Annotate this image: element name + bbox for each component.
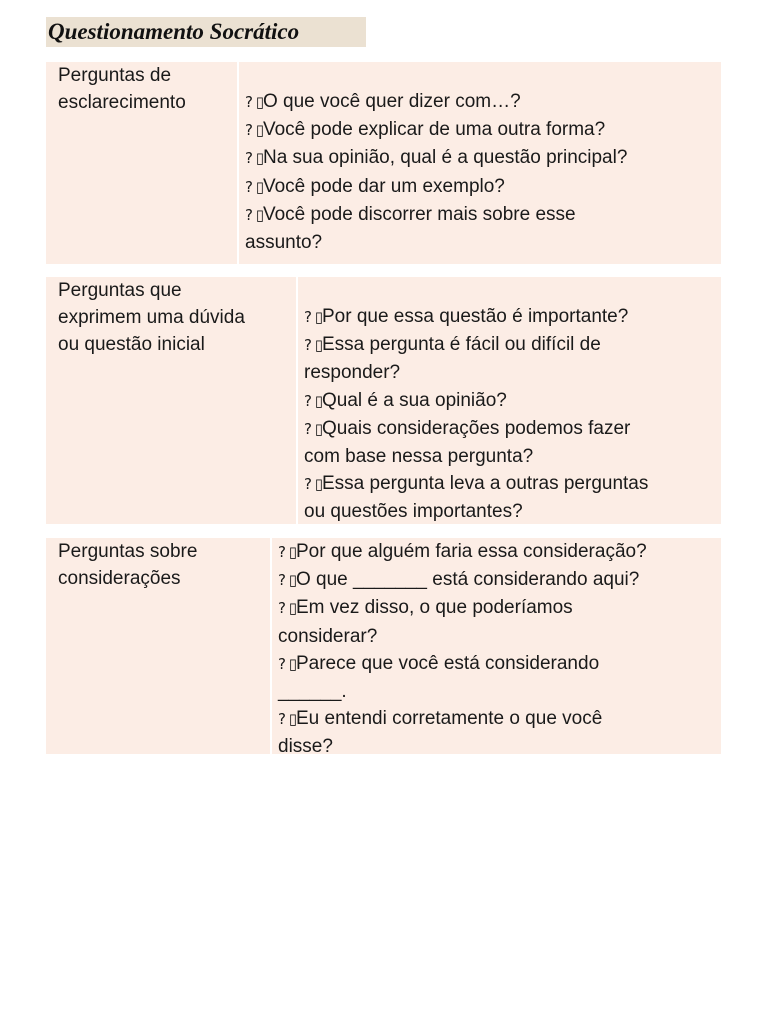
category-label: Perguntas de esclarecimento	[58, 65, 186, 114]
box-glyph-icon: ? ▯	[304, 419, 322, 438]
question-item: ? ▯Qual é a sua opinião?	[304, 389, 507, 411]
table-doubt	[46, 277, 721, 524]
box-glyph-icon: ? ▯	[304, 336, 322, 355]
question-item: ? ▯Parece que você está considerando ______.	[278, 652, 600, 703]
box-glyph-icon: ? ▯	[278, 654, 296, 673]
question-item: ? ▯Você pode discorrer mais sobre esse assunto?	[245, 203, 576, 254]
box-glyph-icon: ? ▯	[304, 475, 322, 494]
question-item: ? ▯Eu entendi corretamente o que você disse?	[278, 708, 603, 758]
question-item: ? ▯Por que essa questão é importante?	[304, 306, 629, 327]
box-glyph-icon: ? ▯	[245, 121, 263, 140]
question-item: ? ▯Em vez disso, o que poderíamos considerar?	[278, 597, 573, 647]
question-item: ? ▯O que _______ está considerando aqui?	[278, 569, 640, 591]
question-item: ? ▯Você pode explicar de uma outra forma?	[245, 119, 606, 141]
category-label: Perguntas que exprimem uma dúvida ou questão inicial	[58, 280, 245, 356]
question-item: ? ▯Quais considerações podemos fazer com base nessa pergunta?	[304, 417, 631, 468]
question-item: ? ▯O que você quer dizer com…?	[245, 91, 521, 112]
question-item: ? ▯Por que alguém faria essa consideração?	[278, 541, 647, 562]
table-considerations	[46, 538, 721, 758]
question-item: ? ▯Na sua opinião, qual é a questão principal?	[245, 147, 628, 169]
box-glyph-icon: ? ▯	[245, 205, 263, 224]
questions-cell	[272, 538, 721, 758]
box-glyph-icon: ? ▯	[245, 177, 263, 196]
question-item: ? ▯Você pode dar um exemplo?	[245, 175, 505, 197]
category-label: Perguntas sobre considerações	[58, 541, 198, 590]
box-glyph-icon: ? ▯	[278, 571, 296, 590]
box-glyph-icon: ? ▯	[245, 149, 263, 168]
box-glyph-icon: ? ▯	[278, 599, 296, 618]
box-glyph-icon: ? ▯	[304, 308, 322, 326]
question-item: ? ▯Essa pergunta é fácil ou difícil de responder?	[304, 334, 601, 384]
questions-cell	[298, 277, 721, 524]
category-cell	[46, 538, 270, 754]
table-clarification	[46, 62, 721, 264]
question-item: ? ▯Essa pergunta leva a outras perguntas ou questões importantes?	[304, 473, 649, 523]
box-glyph-icon: ? ▯	[278, 710, 296, 729]
category-cell	[46, 277, 296, 524]
page-title: Questionamento Socrático	[46, 17, 366, 47]
box-glyph-icon: ? ▯	[278, 543, 296, 561]
category-cell	[46, 62, 237, 264]
questions-cell	[239, 62, 721, 264]
box-glyph-icon: ? ▯	[304, 391, 322, 410]
box-glyph-icon: ? ▯	[245, 93, 263, 111]
